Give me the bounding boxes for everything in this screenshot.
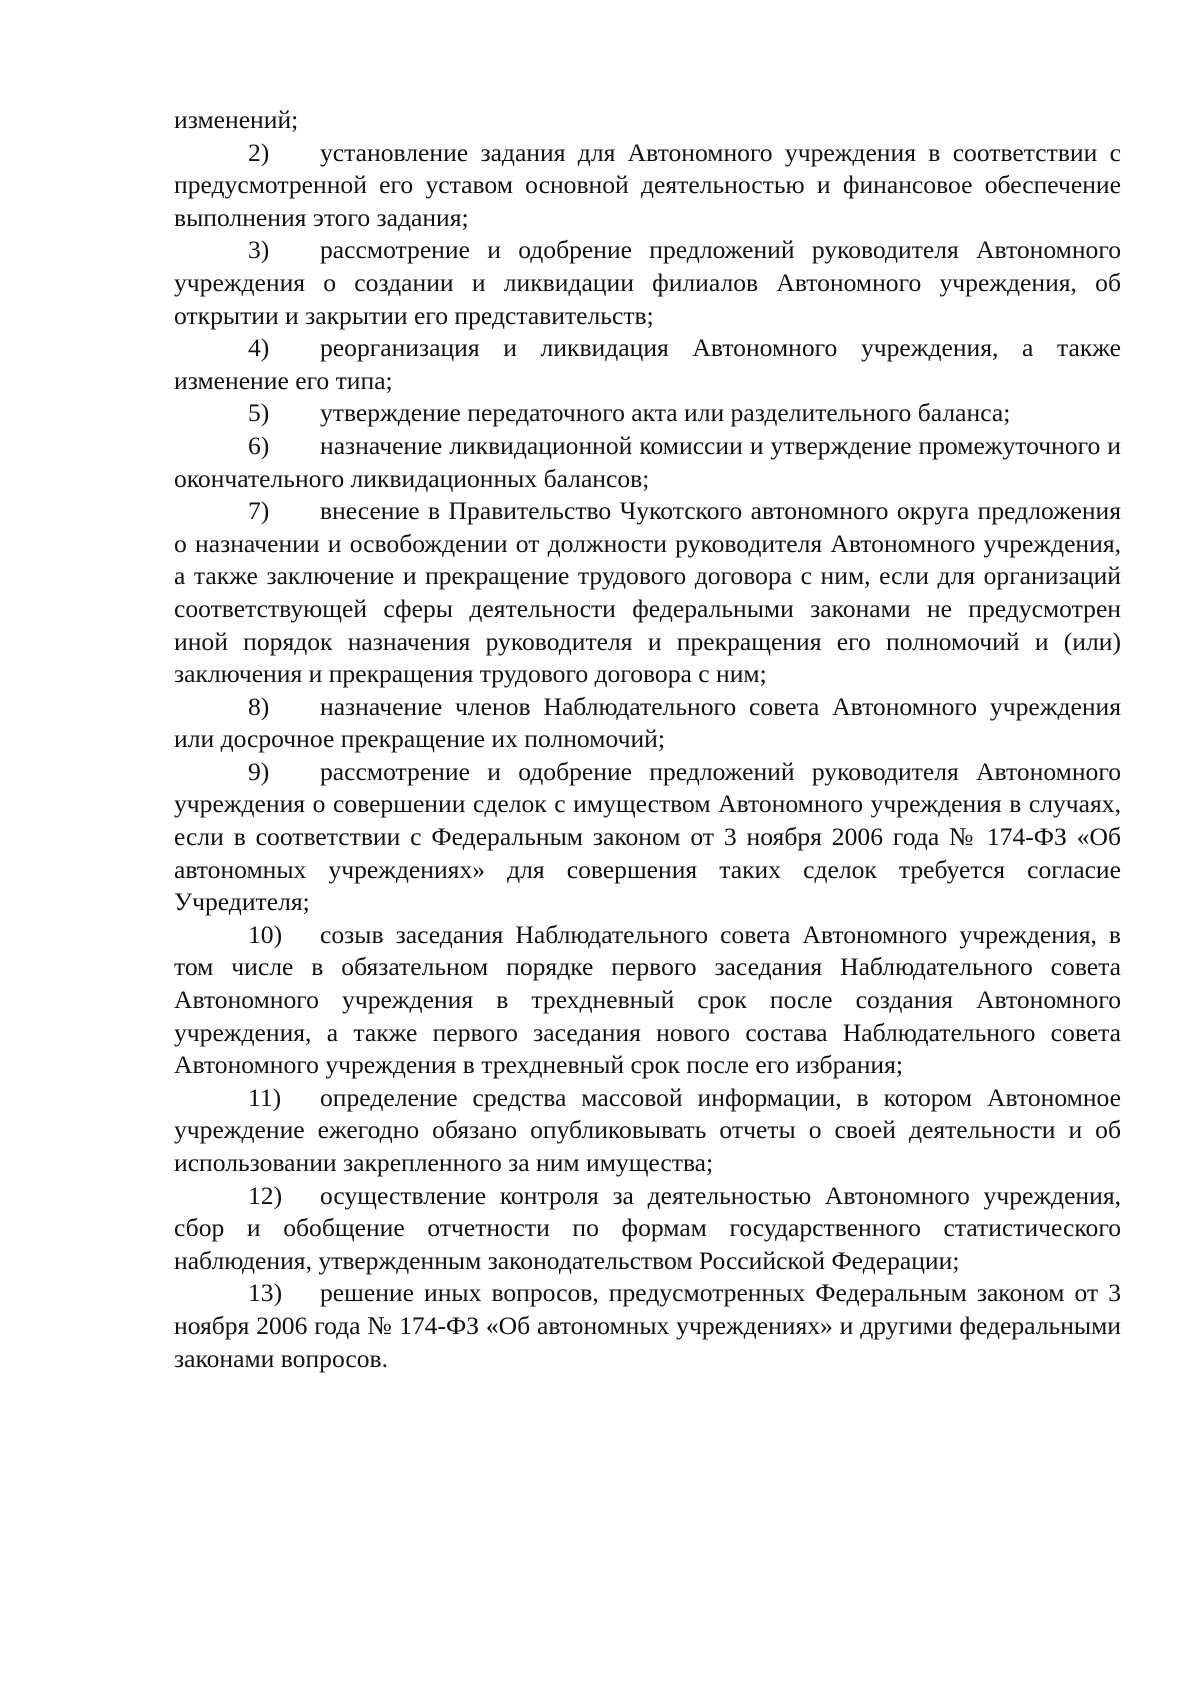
item-text: рассмотрение и одобрение предложений руководителя Автономного учреждения о создании и ликвидации филиалов Автономного учреждения, об открытии и закрытии его представительств; <box>174 235 1121 330</box>
item-text: осуществление контроля за деятельностью Автономного учреждения, сбор и обобщение отчетности по формам государственного статистического наблюдения, утвержденным законодательством Российской Федерации; <box>174 1180 1121 1275</box>
item-number: 7) <box>248 496 270 526</box>
continuation-text: изменений; <box>174 105 299 134</box>
list-item-7 <box>174 495 1121 691</box>
item-text: созыв заседания Наблюдательного совета Автономного учреждения, в том числе в обязательном порядке первого заседания Наблюдательного совета Автономного учреждения в трехдневный срок после создания Автономного учреждения, а также первого заседания нового состава Наблюдательного совета Автономного учреждения в трехдневный срок после его избрания; <box>174 919 1121 1080</box>
item-text: реорганизация и ликвидация Автономного учреждения, а также изменение его типа; <box>174 333 1121 395</box>
list-item-4 <box>174 332 1121 397</box>
item-text: определение средства массовой информации, в котором Автономное учреждение ежегодно обязано опубликовывать отчеты о своей деятельности и об использовании закрепленного за ним имущества; <box>174 1082 1121 1177</box>
item-text: решение иных вопросов, предусмотренных Федеральным законом от 3 ноября 2006 года № 174-ФЗ «Об автономных учреждениях» и другими федеральными законами вопросов. <box>174 1278 1121 1373</box>
item-text: установление задания для Автономного учреждения в соответствии с предусмотренной его уставом основной деятельностью и финансовое обеспечение выполнения этого задания; <box>174 137 1121 232</box>
list-item-2 <box>174 137 1121 235</box>
item-number: 8) <box>248 691 270 721</box>
list-item-3 <box>174 234 1121 332</box>
list-item-13 <box>174 1277 1121 1375</box>
list-item-6 <box>174 430 1121 495</box>
list-item-5 <box>174 397 1121 430</box>
list-item-10 <box>174 919 1121 1082</box>
item-number: 12) <box>248 1180 283 1210</box>
document-page <box>174 104 1121 1375</box>
list-item-8 <box>174 691 1121 756</box>
item-text: утверждение передаточного акта или разделительного баланса; <box>320 398 1011 428</box>
item-number: 4) <box>248 333 270 363</box>
item-number: 5) <box>248 398 270 428</box>
item-text: назначение ликвидационной комиссии и утверждение промежуточного и окончательного ликвидационных балансов; <box>174 430 1121 493</box>
list-item-11 <box>174 1082 1121 1180</box>
item-number: 11) <box>248 1082 282 1112</box>
list-item-12 <box>174 1180 1121 1278</box>
item-text: внесение в Правительство Чукотского автономного округа предложения о назначении и освобождении от должности руководителя Автономного учреждения, а также заключение и прекращение трудового договора с ним, если для организаций соответствующей сферы деятельности федеральными законами не предусмотрен иной порядок назначения руководителя и прекращения его полномочий и (или) заключения и прекращения трудового договора с ним; <box>174 496 1121 689</box>
item-number: 9) <box>248 756 270 786</box>
item-text: назначение членов Наблюдательного совета Автономного учреждения или досрочное прекращение их полномочий; <box>174 691 1121 754</box>
item-number: 6) <box>248 430 270 460</box>
item-text: рассмотрение и одобрение предложений руководителя Автономного учреждения о совершении сделок с имуществом Автономного учреждения в случаях, если в соответствии с Федеральным законом от 3 ноября 2006 года № 174-ФЗ «Об автономных учреждениях» для совершения таких сделок требуется согласие Учредителя; <box>174 756 1121 917</box>
item-number: 13) <box>248 1278 283 1308</box>
item-number: 10) <box>248 919 283 949</box>
item-number: 3) <box>248 235 270 265</box>
list-item-9 <box>174 756 1121 919</box>
item-number: 2) <box>248 137 270 167</box>
